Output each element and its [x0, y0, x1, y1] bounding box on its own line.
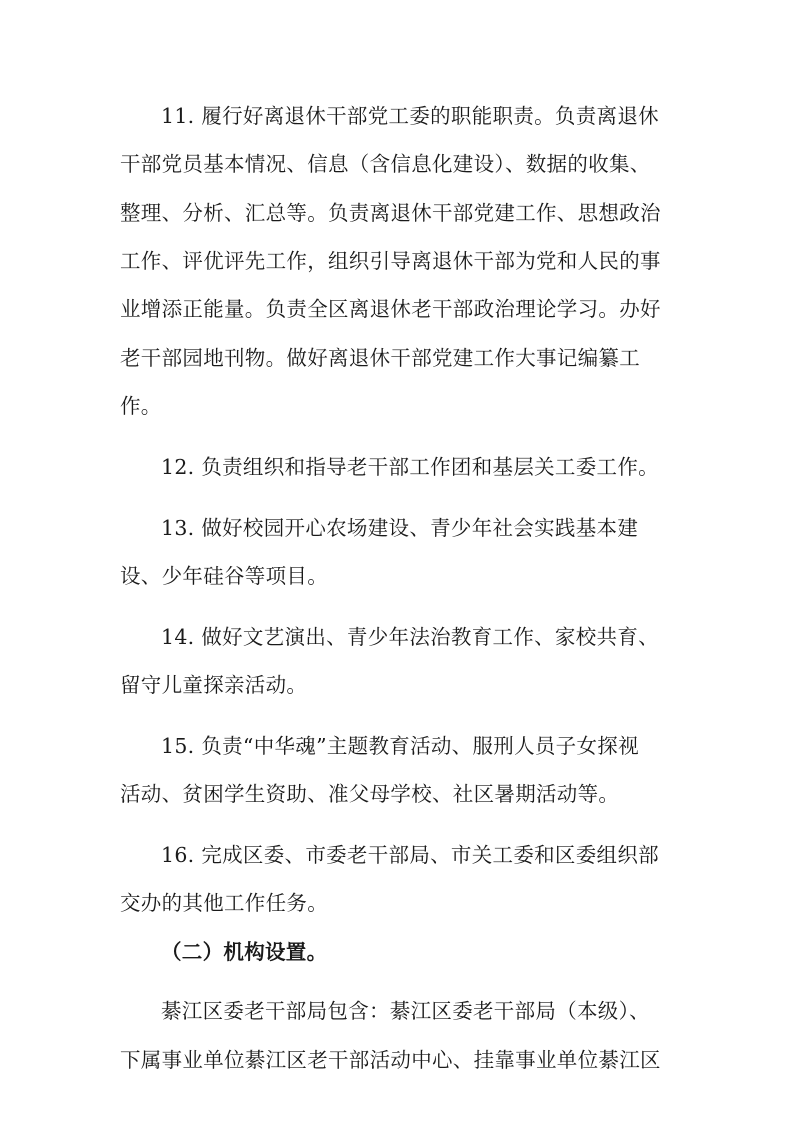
text-line-item11-1: 11. 履行好离退休干部党工委的职能职责。负责离退休 [161, 104, 659, 128]
text-line-structure-2: 下属事业单位綦江区老干部活动中心、挂靠事业单位綦江区 [120, 1048, 661, 1072]
text-line-item13-2: 设、少年硅谷等项目。 [120, 564, 328, 588]
text-line-item11-7: 作。 [120, 394, 162, 418]
text-line-structure-1: 綦江区委老干部局包含：綦江区委老干部局（本级）、 [161, 999, 650, 1023]
text-line-item11-6: 老干部园地刊物。做好离退休干部党建工作大事记编纂工 [120, 346, 640, 370]
text-line-item11-2: 干部党员基本情况、信息（含信息化建设）、数据的收集、 [120, 152, 651, 176]
text-line-item11-4: 工作、评优评先工作，组织引导离退休干部为党和人民的事 [120, 249, 661, 273]
text-line-item13-1: 13. 做好校园开心农场建设、青少年社会实践基本建 [161, 516, 639, 540]
text-line-item11-5: 业增添正能量。负责全区离退休老干部政治理论学习。办好 [120, 297, 661, 321]
text-line-item16-2: 交办的其他工作任务。 [120, 891, 328, 915]
text-line-item11-3: 整理、分析、汇总等。负责离退休干部党建工作、思想政治 [120, 201, 661, 225]
text-line-item14-1: 14. 做好文艺演出、青少年法治教育工作、家校共育、 [161, 625, 659, 649]
text-line-item15-1: 15. 负责“中华魂”主题教育活动、服刑人员子女探视 [161, 734, 639, 758]
text-line-item12: 12. 负责组织和指导老干部工作团和基层关工委工作。 [161, 455, 659, 479]
section-heading: （二）机构设置。 [161, 940, 328, 964]
text-line-item15-2: 活动、贫困学生资助、准父母学校、社区暑期活动等。 [120, 782, 620, 806]
text-line-item16-1: 16. 完成区委、市委老干部局、市关工委和区委组织部 [161, 843, 659, 867]
text-line-item14-2: 留守儿童探亲活动。 [120, 673, 308, 697]
